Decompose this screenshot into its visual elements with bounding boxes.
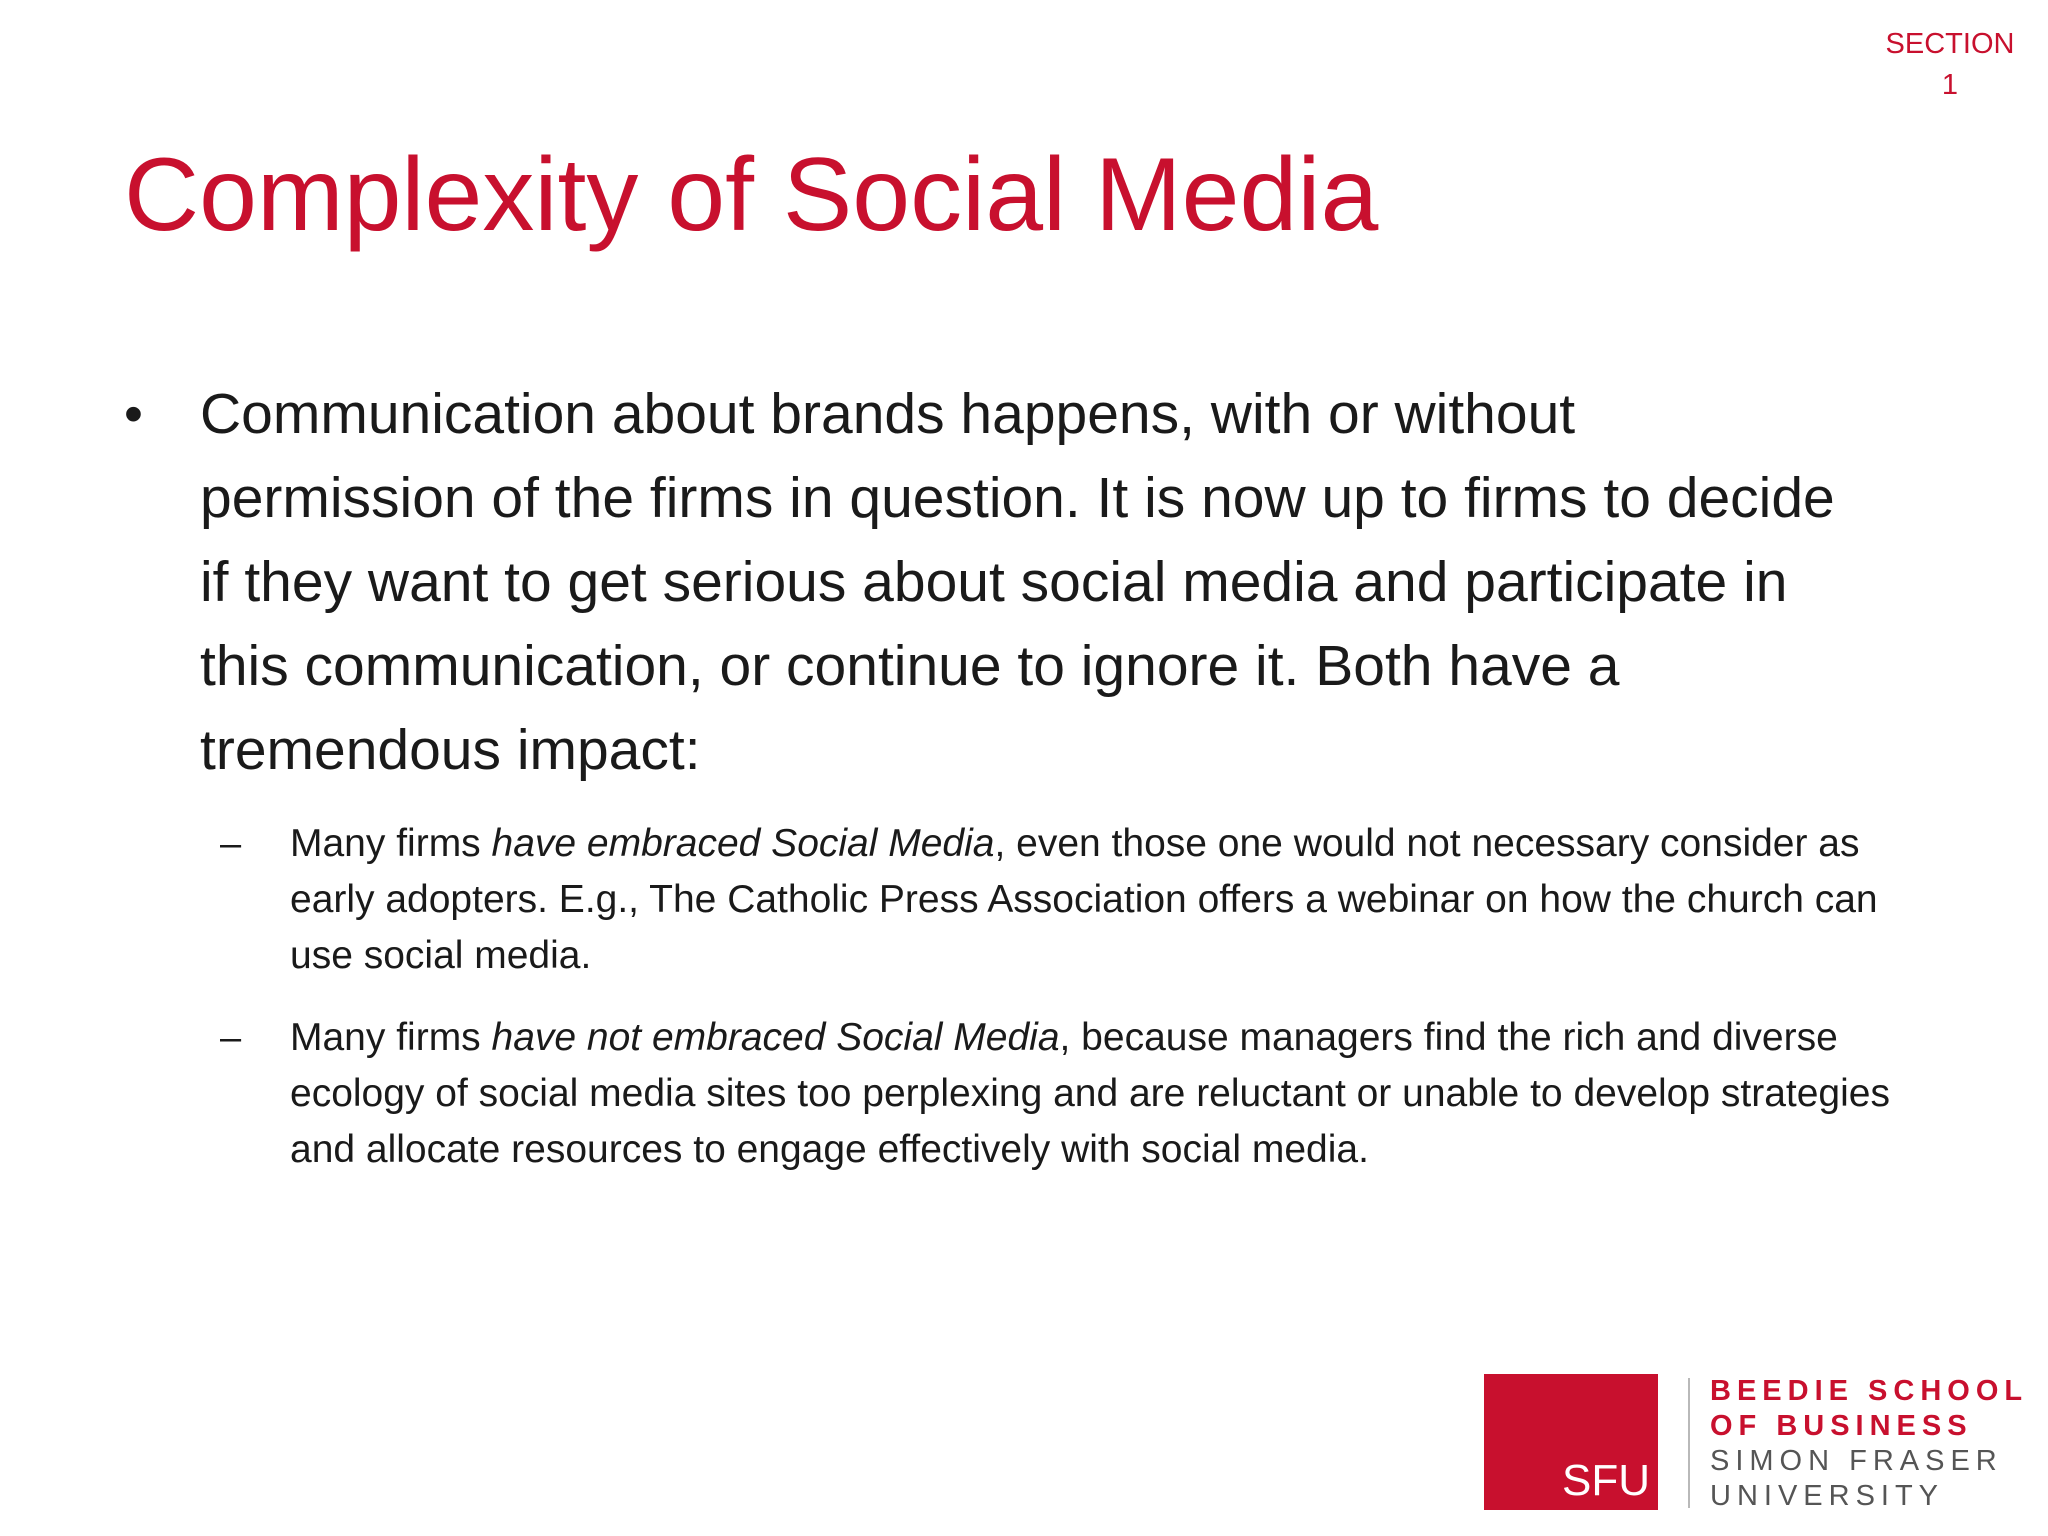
logo-wordmark xyxy=(1710,1374,2028,1514)
sfu-logo-text: SFU xyxy=(1562,1456,1650,1505)
sub-bullet-lead: Many firms xyxy=(290,1016,492,1059)
sub-bullet-emphasis: have not embraced Social Media xyxy=(491,1016,1060,1059)
sub-bullet-emphasis: have embraced Social Media xyxy=(491,822,995,865)
section-label xyxy=(1870,24,2030,106)
sub-bullet-not-embraced xyxy=(220,1010,1920,1178)
university-name-line-1: SIMON FRASER xyxy=(1710,1445,2003,1477)
sub-bullet-rest: , even those one would not necessary consider as early adopters. E.g., The Catholic Press Association offers a webinar on how the church can use social media. xyxy=(290,822,1878,977)
beedie-sfu-logo xyxy=(1484,1374,2029,1514)
dash-icon: – xyxy=(220,1017,242,1059)
university-name-line-2: UNIVERSITY xyxy=(1710,1480,1945,1512)
bullet-dot-icon: • xyxy=(124,384,143,444)
slide-title: Complexity of Social Media xyxy=(124,137,1379,253)
logo-divider xyxy=(1688,1378,1690,1508)
sub-bullet-lead: Many firms xyxy=(290,822,492,865)
section-label-number: 1 xyxy=(1941,69,1959,101)
sub-bullet-rest: , because managers find the rich and diverse ecology of social media sites too perplexing and are reluctant or unable to develop strategies and allocate resources to engage effectively with social media. xyxy=(290,1016,1890,1171)
sfu-logo-mark xyxy=(1484,1374,1658,1510)
section-label-word: SECTION xyxy=(1885,28,2015,60)
dash-icon: – xyxy=(220,823,242,865)
main-bullet xyxy=(124,372,1864,792)
sub-bullet-list xyxy=(220,816,1920,1204)
sub-bullet-text xyxy=(290,1010,1920,1178)
school-name-line-2: OF BUSINESS xyxy=(1710,1410,1973,1442)
sub-bullet-text xyxy=(290,816,1920,984)
sub-bullet-embraced xyxy=(220,816,1920,984)
main-bullet-text: Communication about brands happens, with or without permission of the firms in question. It is now up to firms to decide if they want to get serious about social media and participate in this communication, or continue to ignore it. Both have a tremendous impact: xyxy=(200,382,1835,782)
school-name-line-1: BEEDIE SCHOOL xyxy=(1710,1375,2029,1407)
